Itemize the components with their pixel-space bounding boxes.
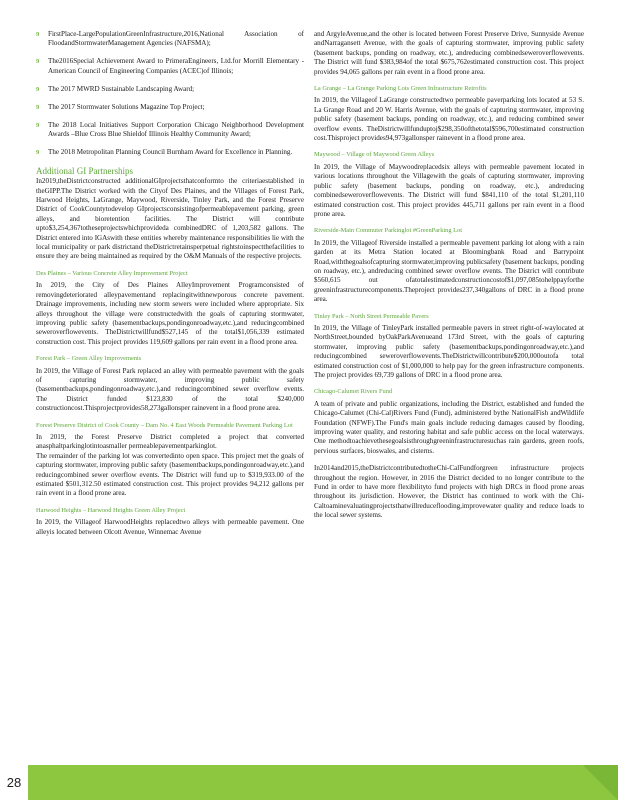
project-paragraph: In 2019, the Villageof HarwoodHeights replacedtwo alleys with permeable pavement. One alleyis located between Olcott Avenue, Winnemac Avenue: [36, 518, 304, 536]
project-paragraph: A team of private and public organizations, including the District, established and funded the Chicago-Calumet (Chi-Cal)Rivers Fund (Fund), administered bythe NationalFish andWildlife Foundation (NFWF).The Fund's main goals include reducing damages caused by flooding, improving water quality, and restoring habitat and safe public access on the local waterways. One methodtoachievethesegoalsisthroughgreeninfrastructuresuchas rain gardens, green roofs, pervious surfaces, bioswales, and cisterns.: [314, 399, 584, 455]
award-text: The 2017 Stormwater Solutions Magazine Top Project;: [48, 102, 205, 111]
bullet-icon: 9: [36, 103, 40, 111]
bullet-icon: 9: [36, 121, 40, 129]
project-title: Forest Preserve District of Cook County – Dam No. 4 East Woods Permeable Pavement Parking Lot: [36, 421, 293, 429]
project-title: Forest Park – Green Alley Improvements: [36, 355, 142, 363]
project-paragraph: In 2019, the Villageof Riverside installed a permeable pavement parking lot along with a rain garden at its Metra Station located at Bloomingbank Road and Barrypoint Road,withthegoalsofcapturing stormwater,improving publicsafety (basement backups, ponding on roadway, etc.), andreducing combined sewer overflow events. The District will contribute $560,615 out ofatotalestimatedconstructioncostof$1,097,085tohelppayforthe greeninfrastructurecomponents.Theproject provides237,340gallons of DRC in a flood prone area.: [314, 238, 584, 304]
award-item: [36, 30, 304, 49]
project-title: Riverside-Main Commuter Parkinglot #GreenParking Lot: [314, 227, 463, 235]
bullet-icon: 9: [36, 85, 40, 93]
project-title: La Grange – La Grange Parking Lots Green Infrastructure Retrofits: [314, 85, 487, 93]
award-text: The 2017 MWRD Sustainable Landscaping Award;: [48, 84, 195, 93]
project-paragraph: In 2019, the City of Des Plaines AlleyImprovement Programconsisted of removingdeteriorated alleypavementand replacingitwithnewporous concrete pavement. Drainage improvements, including new storm sewers were included where appropriate. Six alleys throughout the village were constructedwith the goals of capturing stormwater, improving public safety (basementbackups,pondingonroadway,etc.),and reducingcombined seweroverflowevents. TheDistrictwillfund$527,145 of the total$1,056,339 estimated construction cost. This project provides 119,609 gallons per rain event in a flood prone area.: [36, 281, 304, 346]
project-paragraph: In 2019, the Village of TinleyPark installed permeable pavers in street right-of-waylocated at NorthStreet,bounded byOakParkAvenueand 173rd Street, with the goals of capturing stormwater, improving public safety (basementbackups,pondingonroadway,etc.),and reducingcombined seweroverflowevents.TheDistrictwillcontribute$200,000outofa total estimated construction cost of $1,000,000 to help pay for the green infrastructure components. The project provides 69,739 gallons of DRC in a flood prone area.: [314, 323, 584, 379]
bullet-icon: 9: [36, 149, 40, 157]
award-item: [36, 148, 304, 157]
awards-list: [36, 30, 304, 158]
award-item: [36, 121, 304, 140]
project-title: Maywood – Village of Maywood Green Alleys: [314, 151, 435, 159]
award-item: [36, 103, 304, 112]
project-paragraph: In2014and2015,theDistrictcontributedtotheChi-CalFundforgreen infrastructure projects throughout the region. However, in 2016 the District decided to no longer contribute to the Fund in order to have more flexibilityto fund projects with high DRCs in flood prone areas throughout its jurisdiction. However, the District has continued to work with the Chi-Caltoaminevaluatingprojectsthatwillreduceflooding,improvewater quality and reduce loads to the local sewer systems.: [314, 464, 584, 520]
bullet-icon: 9: [36, 58, 40, 66]
project-title: Chicago-Calumet Rivers Fund: [314, 388, 393, 396]
page-footer: [0, 765, 618, 800]
project-title: Des Plaines – Various Concrete Alley Improvement Project: [36, 269, 188, 277]
project-paragraph: In 2019, the Village of Maywoodreplacedsix alleys with permeable pavement located in various locations throughout the Villagewith the goals of capturing stormwater, improving public safety (basement backups, ponding on roadway, etc.), andreducing combinedseweroverflowevents. The District will fund $841,110 of the total $1,201,110 estimated construction cost. This project provides 445,711 gallons per rain event in a flood prone area.: [314, 162, 584, 218]
project-paragraph: In 2019, the Villageof LaGrange constructedtwo permeable paverparking lots located at 53 S. La Grange Road and 20 W. Harris Avenue, with the goals of capturing stormwater, improving public safety (basement backups, ponding on roadway, etc.), and reducing combined sewer overflow events. TheDistrictwillfunduptoj$298,350ofthetotal$596,700estimated construction cost.Thisproject provides94,973gallonsper rainevent in a flood prone area.: [314, 96, 584, 143]
right-column: [314, 30, 584, 529]
left-column: [36, 30, 304, 545]
project-paragraph: In 2019, the Village of Forest Park replaced an alley with permeable pavement with the goals of capturing stormwater, improving public safety (basementbackups,pondingonroadway,etc.),and reducingcombined sewer overflow events. The District funded $123,830 of the total $240,000 constructioncost.Thisprojectprovides58,273gallonsper rainevent in a flood prone area.: [36, 366, 304, 413]
award-text: The 2018 Local Initiatives Support Corporation Chicago Neighborhood Development Awards –Blue Cross Blue Shieldof Illinois Healthy Community Award;: [48, 120, 304, 139]
award-text: FirstPlace-LargePopulationGreenInfrastructure,2016,National Association of FloodandStormwaterManagement Agencies (NAFSMA);: [48, 30, 304, 48]
project-title: Tinley Park – North Street Permeable Pavers: [314, 312, 429, 320]
page-number: 28: [0, 765, 28, 800]
award-item: [36, 85, 304, 94]
section-intro: In2019,theDistrictconstructed additionalGIprojectsthatconformto the criteriaestablished in theGIPP.The District worked with the Cityof Des Plaines, and the Villages of Forest Park, Harwood Heights, LaGrange, Maywood, Riverside, Tinley Park, and the Forest Preserve District of CookCountytodevelop GIprojectsconsistingofpermeablepavement parking, green alleys, and bioretention facilities. The District will contribute upto$3,254,367totheseprojectswhichprovideda combinedDRC of 1,203,582 gallons. The District entered into IGAswith these entities whereby maintenance responsibilities lie with the local municipality or park districtand theDistrictretainsperpetual rightstoinspectthefacilities to ensure they are being maintained as required by the O&M Manuals of the respective projects.: [36, 177, 304, 261]
award-item: [36, 57, 304, 76]
continuation-paragraph: and ArgyleAvenue,and the other is located between Forest Preserve Drive, Sunnyside Avenue andNarragansett Avenue, with the goals of capturing stormwater, improving public safety (basement backups, ponding on roadway, etc.), andreducing combinedseweroverflowevents. The District will fund $383,984of the total $675,762estimated construction cost. This project provides 94,065 gallons per rain event in a flood prone area.: [314, 30, 584, 76]
award-text: The 2018 Metropolitan Planning Council Burnham Award for Excellence in Planning.: [48, 148, 293, 157]
footer-fold-decoration: [583, 765, 618, 800]
project-title: Harwood Heights – Harwood Heights Green Alley Project: [36, 506, 186, 514]
bullet-icon: 9: [36, 31, 40, 38]
footer-bar: [0, 765, 618, 800]
award-text: The2016Special Achievement Award to PrimeraEngineers, Ltd.for Morrill Elementary - American Council of Engineering Companies (ACEC)of Illinois;: [48, 57, 304, 75]
project-paragraph: In 2019, the Forest Preserve District completed a project that converted anasphaltparkinglotintoasmaller permeablepavementparkinglot.: [36, 432, 304, 451]
section-heading: Additional GI Partnerships: [36, 166, 133, 177]
project-paragraph: The remainder of the parking lot was convertedinto open space. This project met the goals of capturing stormwater, improving public safety (basementbackups,pondingonroadway,etc.),and reducingcombined sewer overflow events. The District will fund up to $319,933.00 of the estimated $501,312.50 estimated construction cost. This project provides 94,212 gallons per rain event in a flood prone area.: [36, 451, 304, 498]
